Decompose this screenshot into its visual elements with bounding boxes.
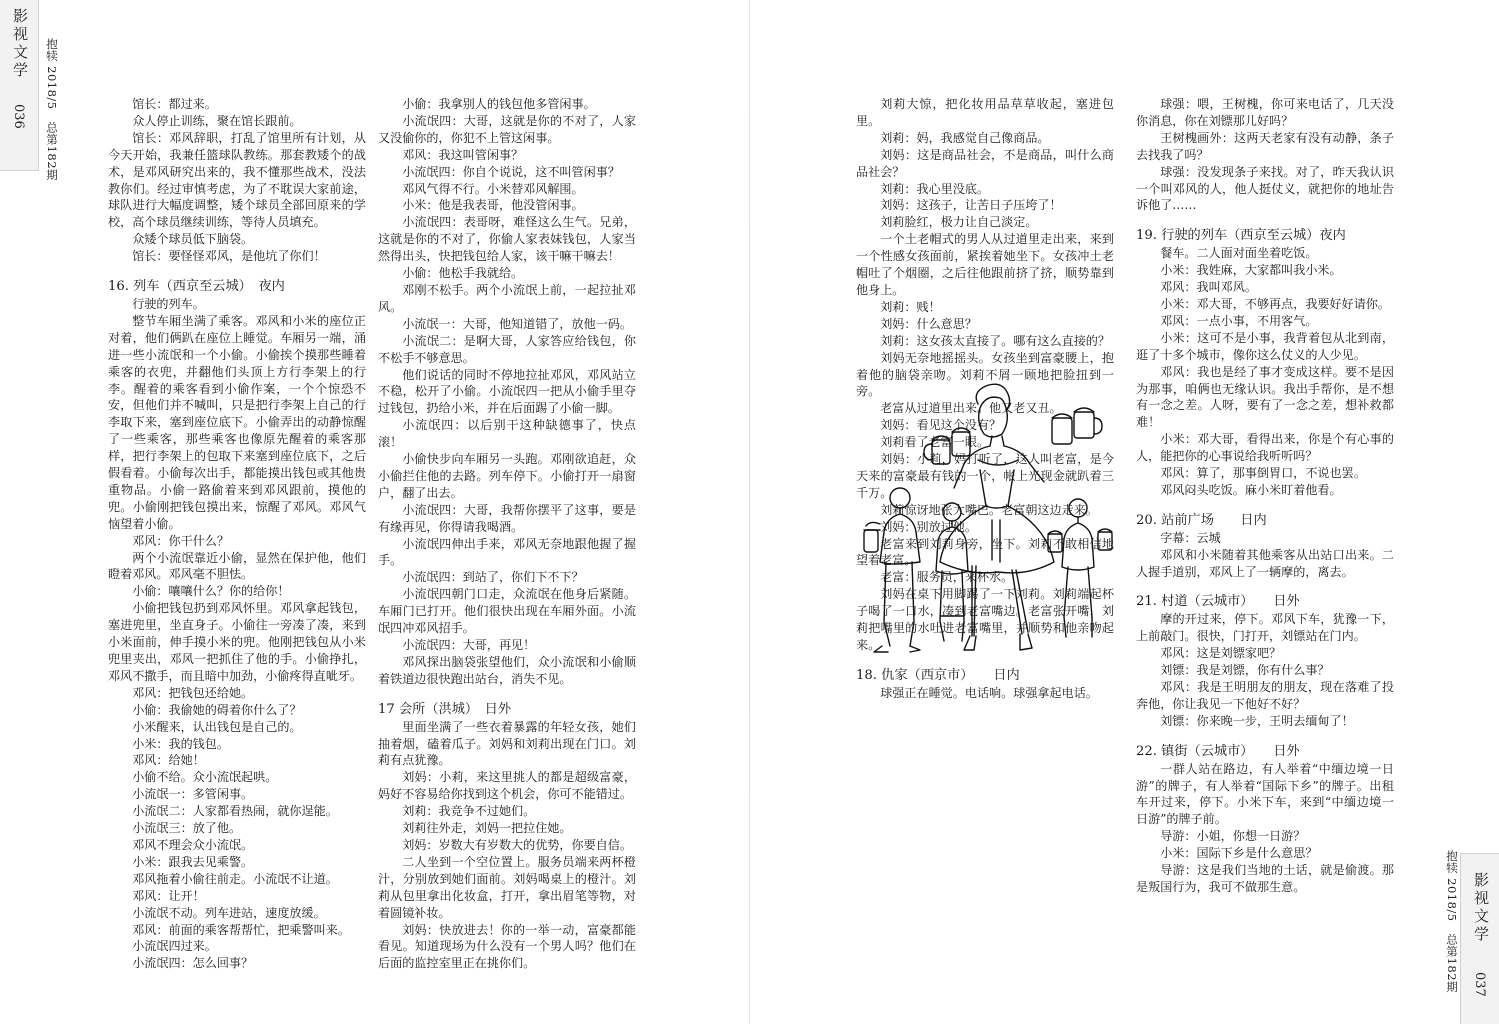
scene-heading: 17 会所（洪城） 日外 bbox=[378, 701, 512, 717]
script-line: 邓风：前面的乘客帮帮忙，把乘警叫来。 bbox=[132, 922, 350, 937]
beer-mugs-right bbox=[1052, 408, 1102, 444]
script-line: 刘妈：别放过他。 bbox=[880, 519, 977, 534]
script-line: 邓风拖着小偷往前走。小流氓不让道。 bbox=[132, 871, 338, 886]
script-line: 刘莉惊讶地张大嘴巴。老富朝这边走来。 bbox=[880, 502, 1098, 517]
issue-info-left: 抱犊 2018/5 总第182期 bbox=[45, 38, 59, 182]
script-line: 邓风：给她！ bbox=[132, 753, 205, 768]
script-line: 餐车。二人面对面坐着吃饭。 bbox=[1160, 246, 1318, 261]
script-line: 小偷：嚷嚷什么？你的给你！ bbox=[132, 584, 290, 599]
script-line: 小偷：我拿别人的钱包他多管闲事。 bbox=[402, 97, 596, 111]
script-line: 刘莉往外走，刘妈一把拉住她。 bbox=[402, 821, 572, 836]
script-line: 小偷不给。众小流氓起哄。 bbox=[132, 770, 278, 785]
script-line: 刘莉：我竞争不过她们。 bbox=[402, 804, 536, 819]
scene-heading: 20. 站前广场 日内 bbox=[1136, 512, 1267, 528]
script-line: 邓风：这是刘镖家吧？ bbox=[1160, 646, 1282, 661]
script-line: 刘莉：妈，我感觉自己像商品。 bbox=[880, 130, 1050, 145]
script-line: 刘妈：这孩子，让苦日子压垮了！ bbox=[880, 198, 1062, 213]
script-line: 邓风和小米随着其他乘客从出站口出来。二人握手道别，邓风上了一辆摩的，离去。 bbox=[1136, 547, 1394, 579]
beer-mugs-left bbox=[924, 428, 970, 464]
text-column-2 bbox=[378, 96, 636, 972]
script-line: 邓风：把钱包还给她。 bbox=[132, 685, 254, 700]
script-line: 整节车厢坐满了乘客。邓风和小米的座位正对着，他们俩趴在座位上睡觉。车厢另一端，涌进一些小流氓和一个小偷。小偷挨个摸那些睡着乘客的衣兜，并翻他们头顶上方行李架上的行李。醒着的乘客看到小偷作案，一个个惊恐不安，但他们并不喊叫，只是把行李架上自己的行李取下来，塞到座位底下。小偷弄出的动静惊醒了一些乘客，那些乘客也像原先醒着的乘客那样，把行李架上的包取下来塞到座位底下，之后假看着。小偷每次出手，都能摸出钱包或其他贵重物品。小偷一路偷着来到邓风跟前，摸他的兜。小偷刚把钱包摸出来，惊醒了邓风。邓风气恼望着小偷。 bbox=[108, 313, 366, 531]
page-number-left: 036 bbox=[11, 104, 26, 129]
script-line: 小流氓二：是啊大哥，人家答应给钱包，你不松手不够意思。 bbox=[378, 333, 636, 365]
script-line: 馆长：要怪怪邓风，是他坑了你们！ bbox=[132, 249, 326, 264]
script-line: 小流氓一：大哥，他知道错了，放他一码。 bbox=[402, 316, 632, 331]
script-line: 小米：这可不是小事，我背着包从北到南，逛了十多个城市，像你这么仗义的人少见。 bbox=[1136, 330, 1394, 362]
script-line: 小流氓四：大哥，我帮你摆平了这事，要是有缘再见，你得请我喝酒。 bbox=[378, 502, 636, 534]
script-line: 刘妈：小莉，来这里挑人的都是超级富豪，妈好不容易给你找到这个机会，你可不能错过。 bbox=[378, 770, 636, 802]
magazine-title-left: 影视文学 bbox=[11, 8, 29, 80]
text-column-4 bbox=[1136, 96, 1394, 896]
script-line: 刘妈：快放进去！你的一举一动，富豪都能看见。知道现场为什么没有一个男人吗？他们在后面的监控室里正在挑你们。 bbox=[378, 922, 636, 971]
script-line: 一个土老帽式的男人从过道里走出来，来到一个性感女孩面前，紧挨着她坐下。女孩冲土老帽吐了个烟圈，之后往他跟前挤了挤，顺势靠到他身上。 bbox=[856, 232, 1114, 297]
script-line: 老富：服务员，来杯水。 bbox=[880, 570, 1014, 585]
script-line: 刘莉：这女孩太直接了。哪有这么直接的？ bbox=[880, 333, 1110, 348]
script-line: 小流氓四：以后别干这种缺德事了，快点滚！ bbox=[378, 418, 636, 450]
script-line: 馆长：邓风辞职，打乱了馆里所有计划，从今天开始，我兼任篮球队教练。那套教矮个的战术，是邓风研究出来的，我不懂那些战术，没法教你们。经过审慎考虑，为了不耽误大家前途，球队进行大幅度调整，矮个球员全部回原来的学校，高个球员继续训练，等待人员填充。 bbox=[108, 130, 366, 230]
script-line: 刘妈：看见这个没有？ bbox=[880, 418, 1002, 433]
script-line: 小偷：我偷她的碍着你什么了？ bbox=[132, 702, 302, 717]
script-line: 刘妈：小莉，妈打听了，这人叫老富，是今天来的富豪最有钱的一个，帐上光现金就趴着三千万。 bbox=[856, 452, 1114, 500]
script-line: 邓风闷头吃饭。麻小米盯着他看。 bbox=[1160, 482, 1342, 497]
script-line: 小米：跟我去见乘警。 bbox=[132, 854, 254, 869]
script-line: 球强：喂，王树槐，你可来电话了，几天没你消息，你在刘镖那儿好吗？ bbox=[1136, 97, 1394, 128]
script-line: 邓风：我也是经了事才变成这样。要不是因为那事，咱俩也无缘认识。我出手帮你，是不想有一念之差。人呀，要有了一念之差，想补救都难！ bbox=[1136, 364, 1394, 430]
waitresses-illustration bbox=[852, 380, 1122, 662]
script-line: 小米：我姓麻，大家都叫我小米。 bbox=[1160, 263, 1342, 278]
script-line: 小流氓一：多管闲事。 bbox=[132, 787, 254, 802]
magazine-title-right: 影视文学 bbox=[1472, 872, 1490, 944]
script-line: 小米：邓大哥，看得出来，你是个有心事的人，能把你的心事说给我听听吗？ bbox=[1136, 432, 1394, 464]
script-line: 众人停止训练，聚在馆长跟前。 bbox=[132, 113, 302, 128]
left-waitress-figure bbox=[864, 488, 920, 652]
script-line: 小米醒来，认出钱包是自己的。 bbox=[132, 719, 302, 734]
script-line: 邓风气得不行。小米替邓风解围。 bbox=[402, 181, 584, 196]
script-line: 邓风：算了，那事倒胃口，不说也罢。 bbox=[1160, 466, 1366, 481]
script-line: 刘镖：我是刘镖，你有什么事？ bbox=[1160, 663, 1330, 678]
script-line: 一群人站在路边，有人举着“中缅边境一日游”的牌子，有人举着“国际下乡”的牌子。出租车开过来，停下。小米下车，来到“中缅边境一日游”的牌子前。 bbox=[1136, 761, 1394, 827]
script-line: 小流氓四：大哥，这就是你的不对了，人家又没偷你的，你犯不上管这闲事。 bbox=[378, 113, 636, 145]
scene-heading: 21. 村道（云城市） 日外 bbox=[1136, 594, 1300, 610]
script-line: 小流氓四：怎么回事？ bbox=[132, 956, 254, 971]
script-line: 小米：他是我表哥，他没管闲事。 bbox=[402, 198, 584, 213]
script-line: 刘莉脸红，极力让自己淡定。 bbox=[880, 215, 1038, 230]
script-line: 老富从过道里出来。他又老又丑。 bbox=[880, 401, 1062, 416]
page-gutter bbox=[749, 0, 750, 1024]
script-line: 字幕：云城 bbox=[1160, 530, 1221, 545]
right-page-tab bbox=[1460, 853, 1499, 1024]
script-line: 刘妈：这是商品社会，不是商品，叫什么商品社会？ bbox=[856, 147, 1114, 179]
script-line: 小偷快步向车厢另一头跑。邓刚欲追赶，众小偷拦住他的去路。列车停下。小偷打开一扇窗户，翻了出去。 bbox=[378, 452, 636, 500]
script-line: 小流氓二：人家都看热闹，就你逞能。 bbox=[132, 804, 338, 819]
central-waitress-figure bbox=[940, 384, 1054, 650]
text-column-1 bbox=[108, 96, 366, 972]
page-number-right: 037 bbox=[1472, 972, 1487, 997]
script-line: 二人坐到一个空位置上。服务员端来两杯橙汁，分别放到她们面前。刘妈喝桌上的橙汁。刘莉从包里拿出化妆盒，打开，拿出眉笔等物，对着圆镜补妆。 bbox=[378, 854, 636, 920]
script-line: 邓刚不松手。两个小流氓上前，一起拉扯邓风。 bbox=[378, 282, 636, 314]
script-line: 刘妈在桌下用脚踢了一下刘莉。刘莉端起杯子喝了一口水，凑到老富嘴边。老富张开嘴，刘莉把嘴里的水吐进老富嘴里，并顺势和他亲吻起来。 bbox=[856, 587, 1114, 652]
right-waitress-figure bbox=[1048, 499, 1112, 637]
script-line: 邓风：我是王明朋友的朋友，现在落难了投奔他，你让我见一下他好不好？ bbox=[1136, 680, 1394, 711]
scene-heading: 18. 仇家（西京市） 日内 bbox=[856, 667, 1020, 683]
script-line: 邓风：让开！ bbox=[132, 888, 205, 903]
script-line: 导游：小姐，你想一日游？ bbox=[1160, 829, 1306, 844]
issue-info-right: 抱犊 2018/5 总第182期 bbox=[1445, 850, 1459, 994]
script-line: 刘妈：岁数大有岁数大的优势，你要自信。 bbox=[402, 837, 632, 852]
left-page-tab bbox=[0, 0, 39, 171]
script-line: 两个小流氓靠近小偷，显然在保护他，他们瞪着邓风。邓风毫不胆怯。 bbox=[108, 550, 366, 582]
script-line: 小流氓四：你自个说说，这不叫管闲事？ bbox=[402, 164, 620, 179]
script-line: 行驶的列车。 bbox=[132, 296, 205, 311]
script-line: 邓风不理会众小流氓。 bbox=[132, 837, 254, 852]
script-line: 他们说话的同时不停地拉扯邓风，邓风站立不稳，松开了小偷。小流氓四一把从小偷手里夺过钱包，扔给小米，并在后面踢了小偷一脚。 bbox=[378, 367, 636, 416]
script-line: 邓风：一点小事，不用客气。 bbox=[1160, 313, 1318, 328]
script-line: 球强：没发现条子来找。对了，昨天我认识一个叫邓风的人，他人挺仗义，就把你的地址告诉他了…… bbox=[1136, 164, 1394, 213]
middle-waitress-figure bbox=[936, 503, 968, 641]
script-line: 小偷把钱包扔到邓风怀里。邓风拿起钱包，塞进兜里，坐直身子。小偷往一旁凑了凑，来到小米面前，伸手摸小米的兜。他刚把钱包从小米兜里夹出，邓风一把抓住了他的手。小偷挣扎，邓风不撒手，而且暗中加劲，小偷疼得直呲牙。 bbox=[108, 601, 366, 683]
script-line: 刘镖：你来晚一步，王明去缅甸了！ bbox=[1160, 713, 1354, 728]
script-line: 刘莉：贱！ bbox=[880, 299, 941, 314]
script-line: 小流氓四：大哥，再见！ bbox=[402, 638, 536, 652]
script-line: 众矮个球员低下脑袋。 bbox=[132, 232, 254, 247]
script-line: 邓风：你干什么？ bbox=[132, 533, 229, 548]
script-line: 球强正在睡觉。电话响。球强拿起电话。 bbox=[880, 685, 1098, 700]
script-line: 小流氓四：表哥呀，难怪这么生气。兄弟，这就是你的不对了，你偷人家表妹钱包，人家当然得出头，快把钱包给人家，该干嘛干嘛去！ bbox=[378, 215, 636, 264]
script-line: 刘妈无奈地摇摇头。女孩坐到富豪腰上，抱着他的脑袋亲吻。刘莉不屑一顾地把脸扭到一旁。 bbox=[856, 350, 1114, 399]
script-line: 老富来到刘莉身旁，坐下。刘莉不敢相信地望着老富。 bbox=[856, 536, 1114, 568]
script-line: 刘莉看了老富一眼。 bbox=[880, 435, 990, 450]
script-line: 馆长：都过来。 bbox=[132, 97, 217, 111]
script-line: 里面坐满了一些衣着暴露的年轻女孩，她们抽着烟，磕着瓜子。刘妈和刘莉出现在门口。刘莉有点犹豫。 bbox=[378, 719, 636, 768]
script-line: 刘莉：我心里没底。 bbox=[880, 181, 990, 196]
script-line: 刘莉大惊，把化妆用品草草收起，塞进包里。 bbox=[856, 97, 1114, 128]
scene-heading: 16. 列车（西京至云城） 夜内 bbox=[108, 279, 285, 295]
scene-heading: 19. 行驶的列车（西京至云城）夜内 bbox=[1136, 228, 1346, 244]
script-line: 小米：我的钱包。 bbox=[132, 736, 229, 751]
script-line: 小米：邓大哥，不够再点，我要好好请你。 bbox=[1160, 296, 1390, 311]
scene-heading: 22. 镇街（云城市） 日外 bbox=[1136, 743, 1300, 759]
script-line: 小流氓四朝门口走，众流氓在他身后紧随。车厢门已打开。他们很快出现在车厢外面。小流氓四冲邓风招手。 bbox=[378, 587, 636, 636]
script-line: 小流氓四伸出手来，邓风无奈地跟他握了握手。 bbox=[378, 536, 636, 568]
script-line: 小流氓不动。列车进站，速度放缓。 bbox=[132, 905, 326, 920]
script-line: 邓风：我这叫管闲事？ bbox=[402, 147, 524, 162]
script-line: 小流氓四：到站了，你们下不下？ bbox=[402, 570, 584, 585]
script-line: 邓风探出脑袋张望他们，众小流氓和小偷顺着铁道边很快跑出站台，消失不见。 bbox=[378, 654, 636, 686]
script-line: 刘妈：什么意思？ bbox=[880, 316, 977, 331]
script-line: 小米：国际下乡是什么意思？ bbox=[1160, 846, 1318, 861]
script-line: 摩的开过来，停下。邓风下车，犹豫一下，上前敲门。很快，门打开，刘镖站在门内。 bbox=[1136, 612, 1394, 644]
script-line: 王树槐画外：这两天老家有没有动静，条子去找我了吗？ bbox=[1136, 130, 1394, 162]
script-line: 小流氓三：放了他。 bbox=[132, 821, 242, 836]
script-line: 小流氓四过来。 bbox=[132, 939, 217, 954]
script-line: 导游：这是我们当地的土话，就是偷渡。那是叛国行为，我可不做那生意。 bbox=[1136, 863, 1394, 894]
script-line: 邓风：我叫邓风。 bbox=[1160, 280, 1257, 295]
script-line: 小偷：他松手我就给。 bbox=[402, 266, 524, 281]
